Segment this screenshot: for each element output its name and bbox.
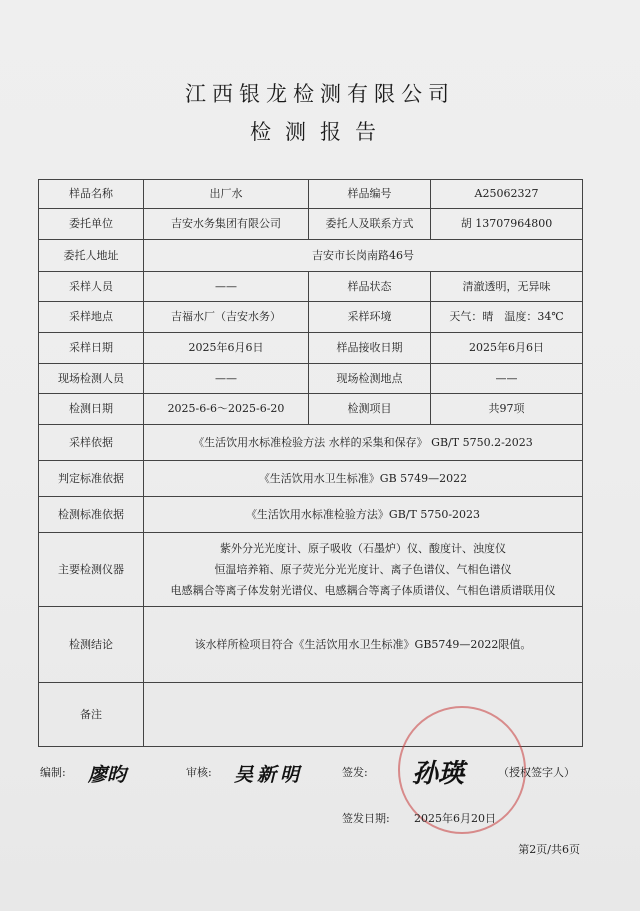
page-number: 第2页/共6页	[518, 843, 580, 856]
value-sampler: ——	[144, 272, 309, 302]
label-sampler: 采样人员	[39, 272, 144, 302]
label-sample-no: 样品编号	[309, 180, 431, 209]
value-sample-no: A25062327	[431, 180, 583, 209]
value-sampling-date: 2025年6月6日	[144, 333, 309, 364]
authorized-signer-label: （授权签字人）	[498, 766, 575, 779]
table-row	[39, 364, 583, 394]
table-row	[39, 425, 583, 461]
value-test-standard: 《生活饮用水标准检验方法》GB/T 5750-2023	[144, 497, 583, 533]
label-field-site: 现场检测地点	[309, 364, 431, 394]
value-receive-date: 2025年6月6日	[431, 333, 583, 364]
label-field-staff: 现场检测人员	[39, 364, 144, 394]
value-conclusion: 该水样所检项目符合《生活饮用水卫生标准》GB5749—2022限值。	[144, 607, 583, 683]
label-contact: 委托人及联系方式	[309, 209, 431, 240]
table-row	[39, 533, 583, 607]
editor-label: 编制:	[40, 766, 66, 779]
table-row	[39, 461, 583, 497]
value-sample-name: 出厂水	[144, 180, 309, 209]
issue-signature: 孙瑛	[412, 759, 465, 789]
review-signature: 吴新明	[234, 764, 304, 786]
report-title: 检测报告	[250, 120, 390, 144]
label-test-items: 检测项目	[309, 394, 431, 425]
issue-date-label: 签发日期:	[342, 812, 390, 825]
table-row	[39, 240, 583, 272]
value-field-site: ——	[431, 364, 583, 394]
label-sample-name: 样品名称	[39, 180, 144, 209]
value-test-items: 共97项	[431, 394, 583, 425]
instrument-line: 紫外分光光度计、原子吸收（石墨炉）仪、酸度计、浊度仪	[220, 542, 506, 555]
review-label: 审核:	[186, 766, 212, 779]
label-test-date: 检测日期	[39, 394, 144, 425]
label-address: 委托人地址	[39, 240, 144, 272]
label-test-standard: 检测标准依据	[39, 497, 144, 533]
label-judge-standard: 判定标准依据	[39, 461, 144, 497]
value-test-date: 2025-6-6～2025-6-20	[144, 394, 309, 425]
label-receive-date: 样品接收日期	[309, 333, 431, 364]
label-sampling-date: 采样日期	[39, 333, 144, 364]
table-row	[39, 302, 583, 333]
value-sampling-site: 吉福水厂（吉安水务）	[144, 302, 309, 333]
value-judge-standard: 《生活饮用水卫生标准》GB 5749—2022	[144, 461, 583, 497]
label-sampling-site: 采样地点	[39, 302, 144, 333]
table-row	[39, 497, 583, 533]
value-sampling-basis: 《生活饮用水标准检验方法 水样的采集和保存》 GB/T 5750.2-2023	[144, 425, 583, 461]
issue-label: 签发:	[342, 766, 368, 779]
value-contact: 胡 13707964800	[431, 209, 583, 240]
label-sample-state: 样品状态	[309, 272, 431, 302]
issue-date-value: 2025年6月20日	[414, 812, 496, 825]
value-field-staff: ——	[144, 364, 309, 394]
table-row	[39, 607, 583, 683]
value-instruments	[144, 533, 583, 607]
value-address: 吉安市长岗南路46号	[144, 240, 583, 272]
table-row	[39, 180, 583, 209]
value-sampling-env: 天气：晴 温度：34℃	[431, 302, 583, 333]
value-sample-state: 清澈透明，无异味	[431, 272, 583, 302]
table-row	[39, 394, 583, 425]
label-instruments: 主要检测仪器	[39, 533, 144, 607]
label-client: 委托单位	[39, 209, 144, 240]
table-row	[39, 209, 583, 240]
label-sampling-env: 采样环境	[309, 302, 431, 333]
editor-signature: 廖昀	[88, 764, 127, 786]
label-remark: 备注	[39, 683, 144, 747]
label-conclusion: 检测结论	[39, 607, 144, 683]
value-client: 吉安水务集团有限公司	[144, 209, 309, 240]
table-row	[39, 272, 583, 302]
company-title: 江西银龙检测有限公司	[185, 82, 455, 106]
instrument-line: 恒温培养箱、原子荧光分光光度计、离子色谱仪、气相色谱仪	[214, 563, 512, 576]
label-sampling-basis: 采样依据	[39, 425, 144, 461]
report-table	[38, 179, 583, 747]
instrument-line: 电感耦合等离子体发射光谱仪、电感耦合等离子体质谱仪、气相色谱质谱联用仪	[170, 584, 556, 597]
table-row	[39, 333, 583, 364]
